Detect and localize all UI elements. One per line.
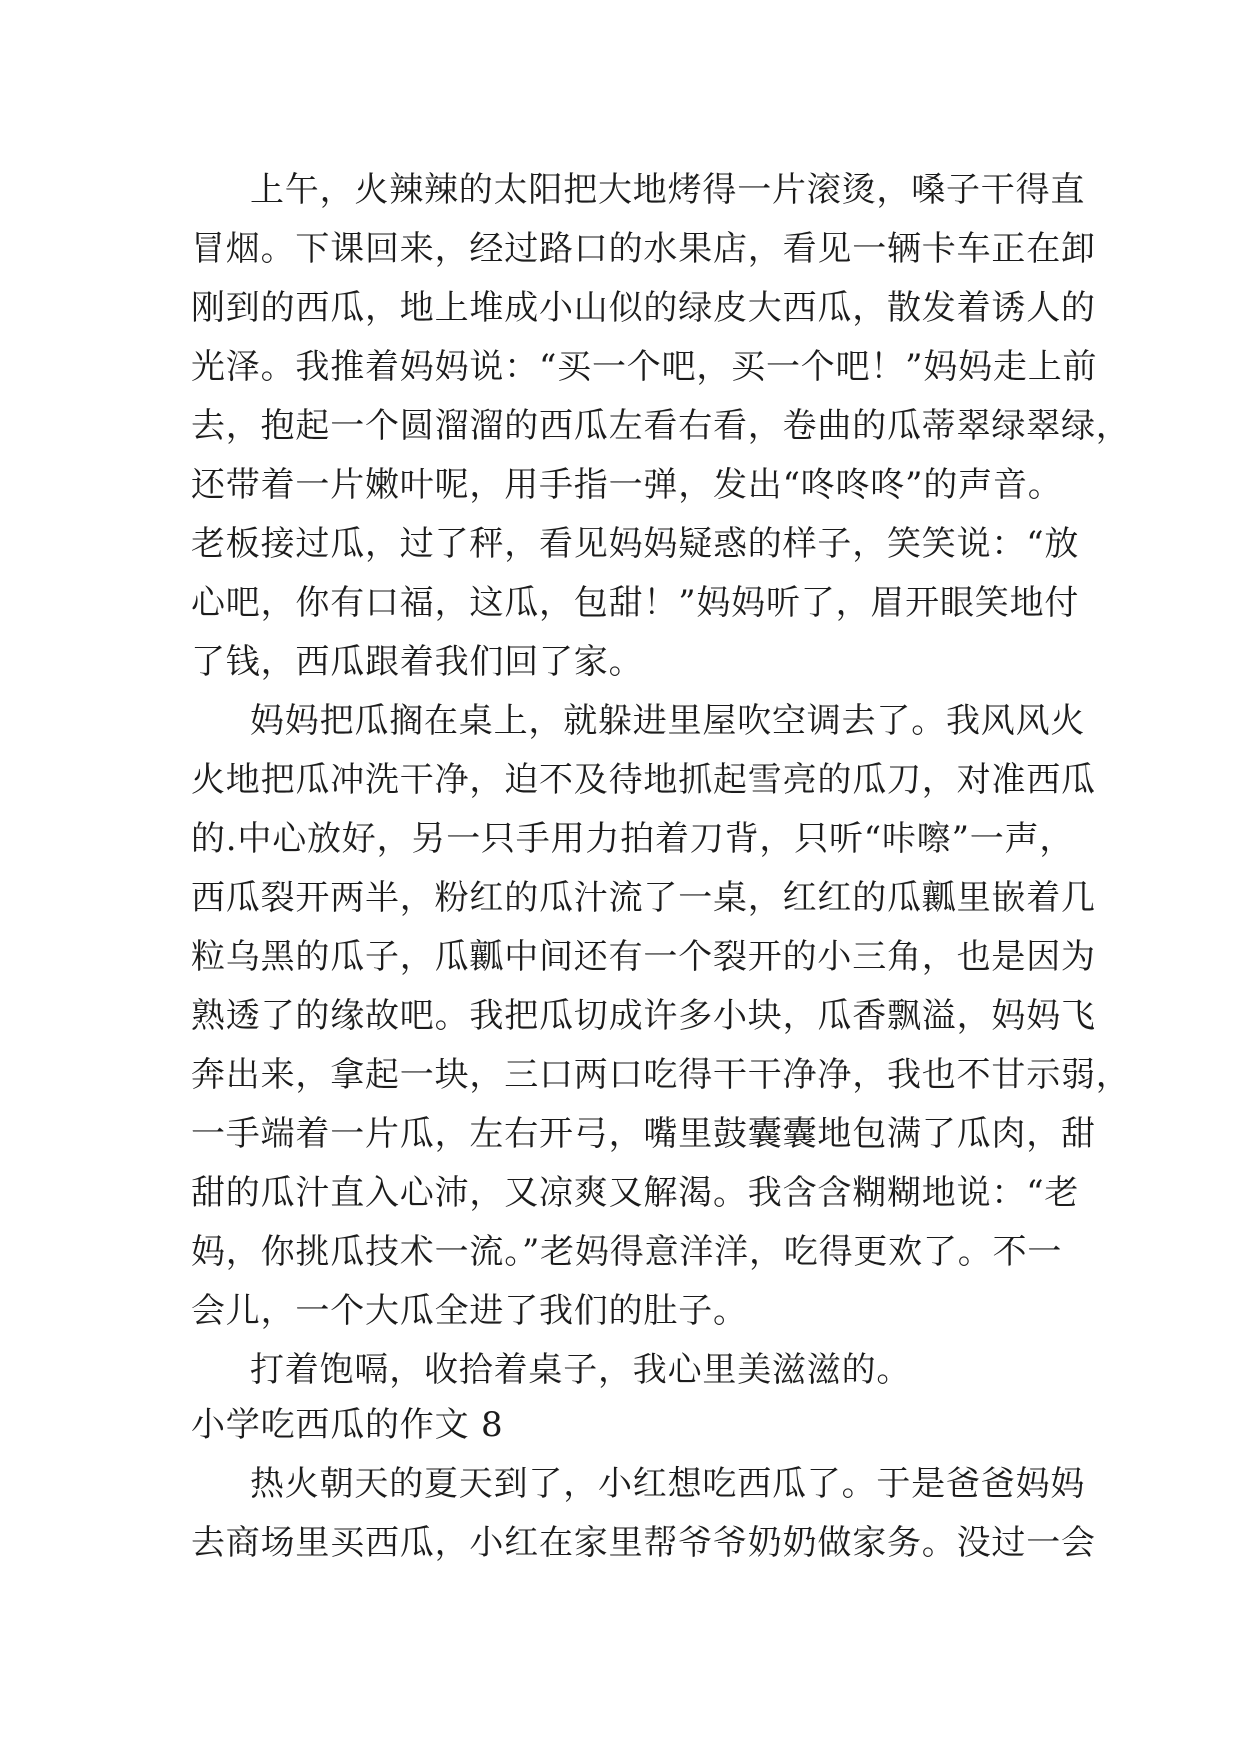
text-line: 西瓜裂开两半，粉红的瓜汁流了一桌，红红的瓜瓤里嵌着几 (191, 878, 1096, 918)
text-line: 去，抱起一个圆溜溜的西瓜左看右看，卷曲的瓜蒂翠绿翠绿， (191, 406, 1131, 446)
text-line: 冒烟。下课回来，经过路口的水果店，看见一辆卡车正在卸 (191, 229, 1096, 269)
paragraph-2-line-9 (0, 1165, 1241, 1221)
heading-text: 小学吃西瓜的作文 8 (191, 1405, 504, 1445)
text-line: 热火朝天的夏天到了，小红想吃西瓜了。于是爸爸妈妈 (250, 1464, 1086, 1504)
paragraph-2-line-6 (0, 988, 1241, 1044)
paragraph-2-line-1 (0, 693, 1241, 749)
paragraph-2-line-10 (0, 1224, 1241, 1280)
paragraph-1-line-6 (0, 457, 1241, 513)
text-line: 奔出来，拿起一块，三口两口吃得干干净净，我也不甘示弱， (191, 1055, 1131, 1095)
paragraph-2-line-4 (0, 870, 1241, 926)
text-line: 甜的瓜汁直入心沛，又凉爽又解渴。我含含糊糊地说：“老 (191, 1173, 1080, 1213)
paragraph-1-line-9 (0, 634, 1241, 690)
paragraph-4-line-2 (0, 1515, 1241, 1571)
paragraph-4-line-1 (0, 1456, 1241, 1512)
section-heading (0, 1397, 1241, 1453)
text-line: 一手端着一片瓜，左右开弓，嘴里鼓囊囊地包满了瓜肉，甜 (191, 1114, 1096, 1154)
paragraph-2-line-7 (0, 1047, 1241, 1103)
paragraph-1-line-7 (0, 516, 1241, 572)
text-line: 打着饱嗝，收拾着桌子，我心里美滋滋的。 (250, 1350, 912, 1390)
text-line: 老板接过瓜，过了秤，看见妈妈疑惑的样子，笑笑说：“放 (191, 524, 1080, 564)
paragraph-1-line-4 (0, 339, 1241, 395)
paragraph-1-line-1 (0, 162, 1241, 218)
paragraph-3-line-1 (0, 1342, 1241, 1398)
paragraph-1-line-3 (0, 280, 1241, 336)
text-line: 粒乌黑的瓜子，瓜瓤中间还有一个裂开的小三角，也是因为 (191, 937, 1096, 977)
text-line: 妈妈把瓜搁在桌上，就躲进里屋吹空调去了。我风风火 (250, 701, 1086, 741)
text-line: 光泽。我推着妈妈说：“买一个吧，买一个吧！”妈妈走上前 (191, 347, 1098, 387)
text-line: 火地把瓜冲洗干净，迫不及待地抓起雪亮的瓜刀，对准西瓜 (191, 760, 1096, 800)
paragraph-2-line-2 (0, 752, 1241, 808)
paragraph-2-line-8 (0, 1106, 1241, 1162)
text-line: 熟透了的缘故吧。我把瓜切成许多小块，瓜香飘溢，妈妈飞 (191, 996, 1096, 1036)
text-line: 了钱，西瓜跟着我们回了家。 (191, 642, 644, 682)
paragraph-1-line-5 (0, 398, 1241, 454)
text-line: 妈，你挑瓜技术一流。”老妈得意洋洋，吃得更欢了。不一 (191, 1232, 1063, 1272)
paragraph-2-line-11 (0, 1283, 1241, 1339)
text-line: 去商场里买西瓜，小红在家里帮爷爷奶奶做家务。没过一会 (191, 1523, 1096, 1563)
paragraph-2-line-5 (0, 929, 1241, 985)
text-line: 心吧，你有口福，这瓜，包甜！”妈妈听了，眉开眼笑地付 (191, 583, 1080, 623)
text-line: 还带着一片嫩叶呢，用手指一弹，发出“咚咚咚”的声音。 (191, 465, 1063, 505)
paragraph-2-line-3 (0, 811, 1241, 867)
paragraph-1-line-2 (0, 221, 1241, 277)
text-line: 刚到的西瓜，地上堆成小山似的绿皮大西瓜，散发着诱人的 (191, 288, 1096, 328)
text-line: 的.中心放好，另一只手用力拍着刀背，只听“咔嚓”一声， (191, 819, 1075, 859)
paragraph-1-line-8 (0, 575, 1241, 631)
text-line: 会儿，一个大瓜全进了我们的肚子。 (191, 1291, 748, 1331)
text-line: 上午，火辣辣的太阳把大地烤得一片滚烫，嗓子干得直 (250, 170, 1086, 210)
